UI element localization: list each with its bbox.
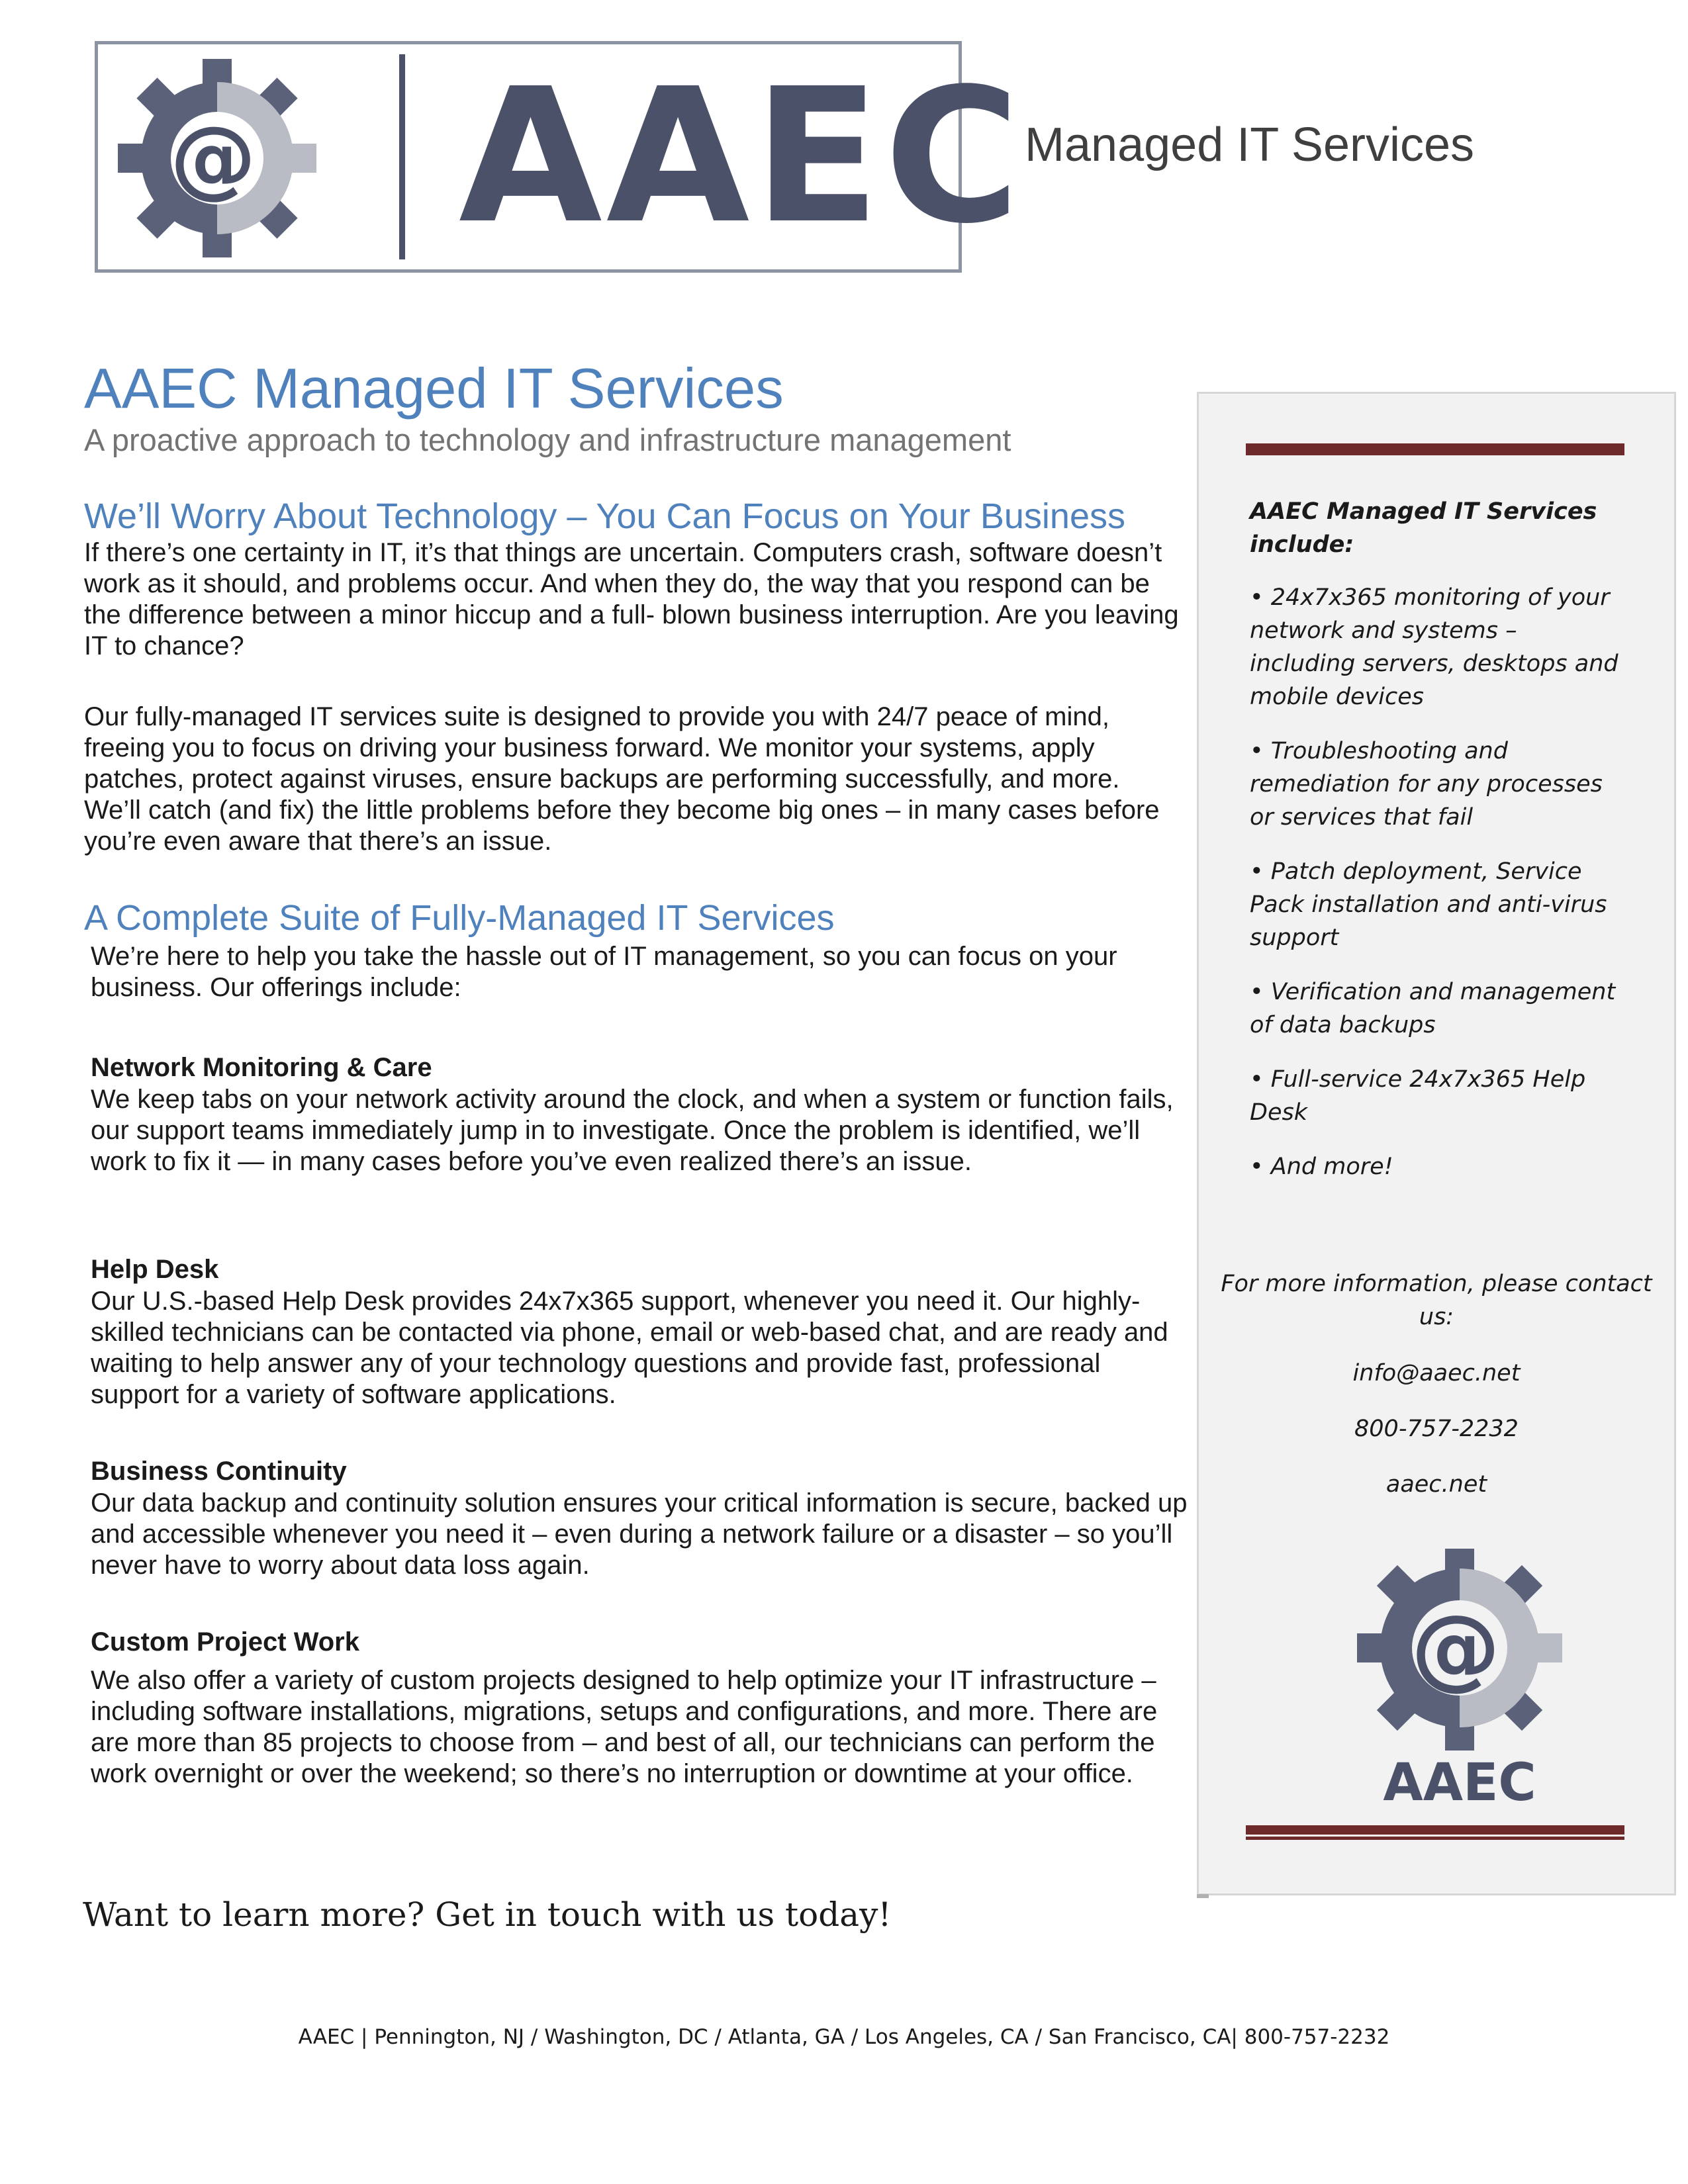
sidebar-bullet: • Patch deployment, Service Pack installation and anti-virus support [1250,858,1607,951]
sidebar-phone: 800-757-2232 [1354,1416,1519,1442]
offering-title: Network Monitoring & Care [91,1053,432,1082]
paragraph-suite: Our fully-managed IT services suite is designed to provide you with 24/7 peace of mind, freeing you to focus on driving your business forward. We monitor your systems, apply patches, protect against viruses, ensure backups are performing successfully, and more. We’ll catch (and fix) the little problems before they become big ones – in many cases before you’re even aware that there’s an issue. [84,702,1160,856]
sidebar-website-link[interactable]: aaec.net [1385,1471,1487,1498]
section-heading-worry: We’ll Worry About Technology – You Can Focus on Your Business [84,496,1125,536]
svg-text:@: @ [1411,1596,1501,1700]
gear-at-logo-icon [118,52,336,264]
offering-body: Our data backup and continuity solution ensures your critical information is secure, backed up and accessible whenever you need it – even during a network failure or a disaster – so you’ll never have to worry about data loss again. [91,1488,1188,1580]
offering-body: Our U.S.-based Help Desk provides 24x7x365 support, whenever you need it. Our highly-skilled technicians can be contacted via phone, email or web-based chat, and are ready and waiting to help answer any of your technology questions and provide fast, professional support for a variety of software applications. [91,1287,1168,1409]
page-title: AAEC Managed IT Services [84,357,784,420]
paragraph-intro: If there’s one certainty in IT, it’s that things are uncertain. Computers crash, software doesn’t work as it should, and problems occur. And when they do, the way that you respond can be the difference between a minor hiccup and a full- blown business interruption. Are you leaving IT to chance? [84,538,1179,660]
header-logo [95,41,1025,273]
sidebar-bullet: • Full-service 24x7x365 Help Desk [1250,1066,1586,1126]
offering-title: Business Continuity [91,1457,347,1486]
page-subtitle: A proactive approach to technology and infrastructure management [84,422,1011,457]
sidebar-bullet: • And more! [1250,1154,1393,1180]
logo-divider [399,54,405,259]
offering-body: We keep tabs on your network activity around the clock, and when a system or function fails, our support teams immediately jump in to investigate. Once the problem is identified, we’ll work to fix it — in many cases before you’ve even realized there’s an issue. [91,1085,1174,1176]
sidebar-corner-mark [1197,1894,1209,1898]
sidebar-contact-prompt: For more information, please contact us: [1221,1271,1652,1330]
sidebar-email-link[interactable]: info@aaec.net [1352,1360,1521,1387]
sidebar-bullet: • Verification and management of data backups [1250,979,1616,1038]
sidebar-logo-icon [1350,1549,1569,1813]
sidebar-heading: AAEC Managed IT Services include: [1250,498,1597,558]
closing-call-to-action: Want to learn more? Get in touch with us today! [83,1895,892,1934]
paragraph-offerings-intro: We’re here to help you take the hassle out of IT management, so you can focus on your business. Our offerings include: [91,942,1117,1002]
sidebar-rule-top [1246,443,1624,455]
sidebar-logo-text: AAEC [1383,1753,1536,1813]
offering-title: Help Desk [91,1255,219,1284]
offering-body: We also offer a variety of custom projects designed to help optimize your IT infrastructure – including software installations, migrations, setups and configurations, and more. There are are more than 85 projects to choose from – and best of all, our technicians can perform the work overnight or over the weekend; so there’s no interruption or downtime at your office. [91,1666,1158,1788]
sidebar-bullet-list [1250,581,1627,1205]
section-heading-offerings: A Complete Suite of Fully-Managed IT Services [84,898,835,938]
logo-wordmark: AAEC [459,49,1025,265]
sidebar-rule-bottom [1246,1825,1624,1840]
offering-title: Custom Project Work [91,1627,359,1657]
footer-locations: AAEC | Pennington, NJ / Washington, DC / Atlanta, GA / Los Angeles, CA / San Francisco, CA| 800-757-2232 [298,2025,1390,2049]
sidebar-bullet: • 24x7x365 monitoring of your network and systems – including servers, desktops and mobile devices [1250,584,1618,710]
sidebar-bullet: • Troubleshooting and remediation for any processes or services that fail [1250,738,1603,831]
header-title: Managed IT Services [1025,118,1475,171]
svg-text:@: @ [170,107,256,208]
